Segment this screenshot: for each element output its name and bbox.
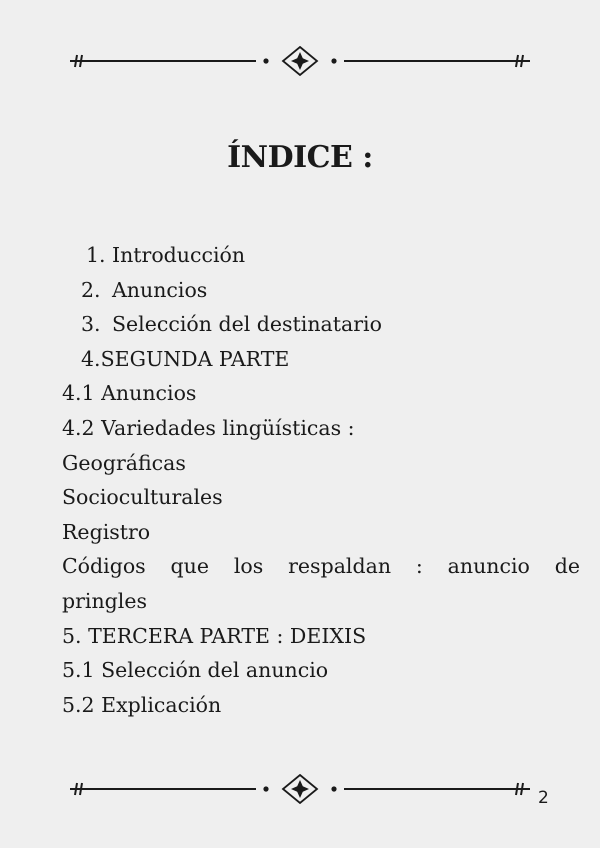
top-ornament-divider xyxy=(66,46,534,76)
toc-item-tercera-parte: 5. TERCERA PARTE : DEIXIS xyxy=(62,623,367,648)
toc-word: respaldan xyxy=(288,554,392,579)
toc-item-introduccion xyxy=(62,238,580,273)
toc-item-anuncios xyxy=(62,273,580,308)
toc-word: anuncio xyxy=(447,554,530,579)
bottom-ornament-divider xyxy=(66,774,534,804)
toc-item-seleccion-destinatario xyxy=(62,307,580,342)
toc-word: que xyxy=(170,554,210,579)
toc-word: : xyxy=(415,554,423,579)
toc-word: Códigos xyxy=(62,554,146,579)
toc-item-5-1: 5.1 Selección del anuncio xyxy=(62,658,329,683)
toc-item-segunda-parte xyxy=(62,342,580,377)
toc-item-number: 3. xyxy=(81,312,101,337)
toc-item-label: Selección del destinatario xyxy=(112,312,382,337)
toc-item-number: 4. xyxy=(81,346,101,371)
toc-item-number: 2. xyxy=(81,277,101,302)
toc-item-geograficas: Geográficas xyxy=(62,450,186,475)
ornament-icon xyxy=(66,46,534,76)
toc-item-label: Anuncios xyxy=(112,277,208,302)
page-number: 2 xyxy=(538,788,549,808)
toc-item-number: 1. xyxy=(86,243,106,267)
toc-item-4-1: 4.1 Anuncios xyxy=(62,381,197,406)
toc-item-4-2: 4.2 Variedades lingüísticas : xyxy=(62,415,355,440)
toc-item-5-2: 5.2 Explicación xyxy=(62,692,222,717)
ornament-icon xyxy=(66,774,534,804)
toc-item-label: Introducción xyxy=(112,243,246,267)
toc-item-codigos-continuation: pringles xyxy=(62,588,148,613)
toc-item-socioculturales: Socioculturales xyxy=(62,485,223,510)
page-title: ÍNDICE : xyxy=(227,140,373,175)
table-of-contents xyxy=(62,238,580,722)
toc-word: de xyxy=(554,554,580,579)
toc-word: los xyxy=(233,554,264,579)
toc-item-registro: Registro xyxy=(62,519,151,544)
toc-item-label: SEGUNDA PARTE xyxy=(100,346,290,371)
toc-item-codigos xyxy=(62,549,580,584)
